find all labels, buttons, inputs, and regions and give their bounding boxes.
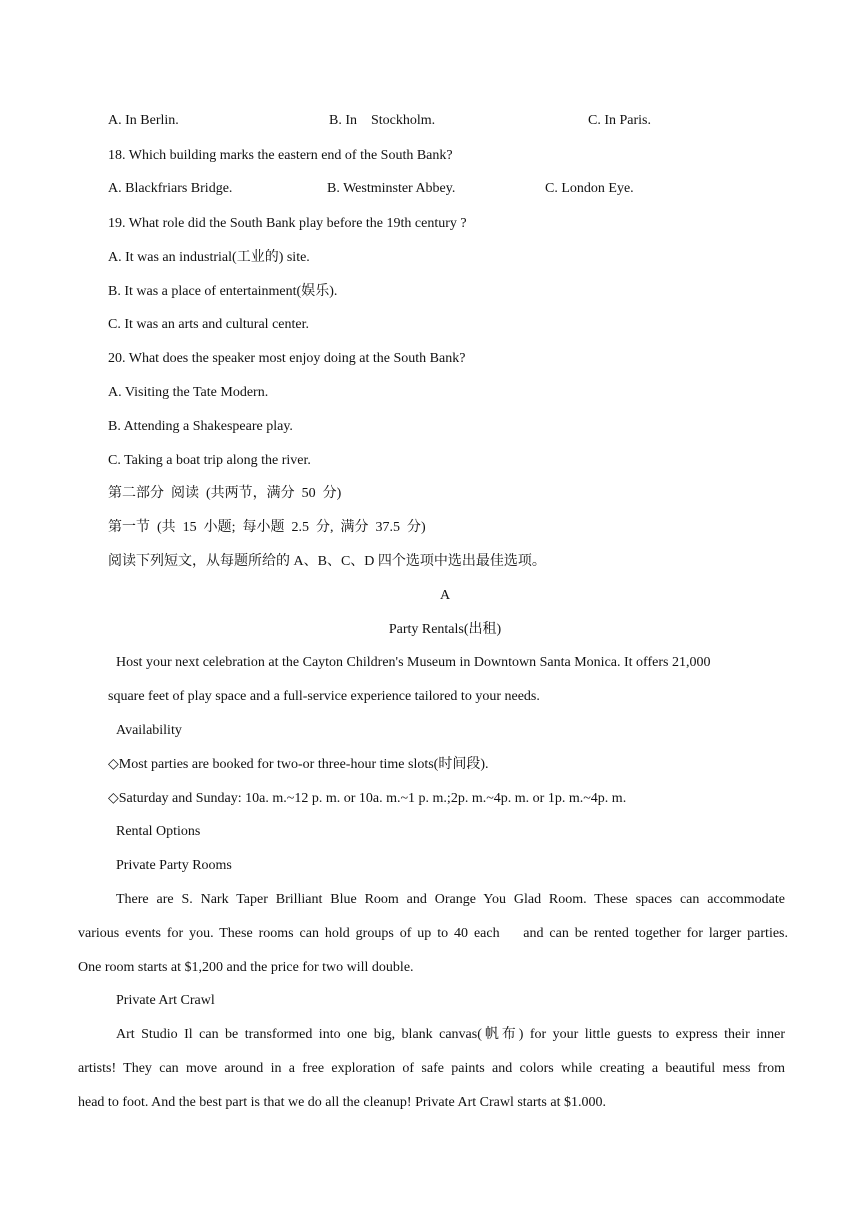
intro-line-1: Host your next celebration at the Cayton Children's Museum in Downtown Santa Monica. It offers 21,000: [116, 655, 711, 670]
private-party-rooms-heading: Private Party Rooms: [116, 858, 232, 873]
availability-heading: Availability: [116, 723, 182, 738]
reading-instruction: 阅读下列短文，从每题所给的 A、B、C、D 四个选项中选出最佳选项。: [108, 554, 546, 569]
q20-option-a: A. Visiting the Tate Modern.: [108, 385, 269, 400]
rooms-line-3: One room starts at $1,200 and the price for two will double.: [78, 960, 414, 975]
rental-options-heading: Rental Options: [116, 824, 201, 839]
art-line-3: head to foot. And the best part is that we do all the cleanup! Private Art Crawl starts at $1.000.: [78, 1095, 606, 1110]
intro-line-2: square feet of play space and a full-service experience tailored to your needs.: [108, 689, 540, 704]
q18-option-c: C. London Eye.: [545, 181, 634, 196]
art-line-1: Art Studio Il can be transformed into one big, blank canvas(帆布) for your little guests to express their inner: [116, 1027, 785, 1042]
availability-item-1: ◇Most parties are booked for two-or three-hour time slots(时间段).: [108, 757, 489, 772]
q19-option-a: A. It was an industrial(工业的) site.: [108, 250, 310, 265]
q17-option-c: C. In Paris.: [588, 113, 651, 128]
passage-title: Party Rentals(出租): [388, 622, 502, 637]
availability-item-2: ◇Saturday and Sunday: 10a. m.~12 p. m. or 10a. m.~1 p. m.;2p. m.~4p. m. or 1p. m.~4p. m.: [108, 791, 627, 806]
q19-question: 19. What role did the South Bank play before the 19th century ?: [108, 216, 467, 231]
passage-letter: A: [439, 588, 451, 603]
q18-option-b: B. Westminster Abbey.: [327, 181, 456, 196]
rooms-line-2: various events for you. These rooms can hold groups of up to 40 each and can be rented together for larger parties.: [78, 926, 788, 941]
q17-option-b: B. In Stockholm.: [329, 113, 436, 128]
q20-question: 20. What does the speaker most enjoy doing at the South Bank?: [108, 351, 466, 366]
rooms-line-1: There are S. Nark Taper Brilliant Blue Room and Orange You Glad Room. These spaces can accommodate: [116, 892, 785, 907]
part2-heading: 第二部分 阅读 (共两节，满分 50 分): [108, 486, 342, 501]
q18-option-a: A. Blackfriars Bridge.: [108, 181, 233, 196]
q20-option-c: C. Taking a boat trip along the river.: [108, 453, 311, 468]
art-line-2: artists! They can move around in a free exploration of safe paints and colors while creating a beautiful mess from: [78, 1061, 785, 1076]
section1-heading: 第一节 (共 15 小题; 每小题 2.5 分, 满分 37.5 分): [108, 520, 426, 535]
private-art-crawl-heading: Private Art Crawl: [116, 993, 215, 1008]
q19-option-c: C. It was an arts and cultural center.: [108, 317, 309, 332]
q17-option-a: A. In Berlin.: [108, 113, 179, 128]
q18-question: 18. Which building marks the eastern end of the South Bank?: [108, 148, 453, 163]
q19-option-b: B. It was a place of entertainment(娱乐).: [108, 284, 338, 299]
q20-option-b: B. Attending a Shakespeare play.: [108, 419, 293, 434]
